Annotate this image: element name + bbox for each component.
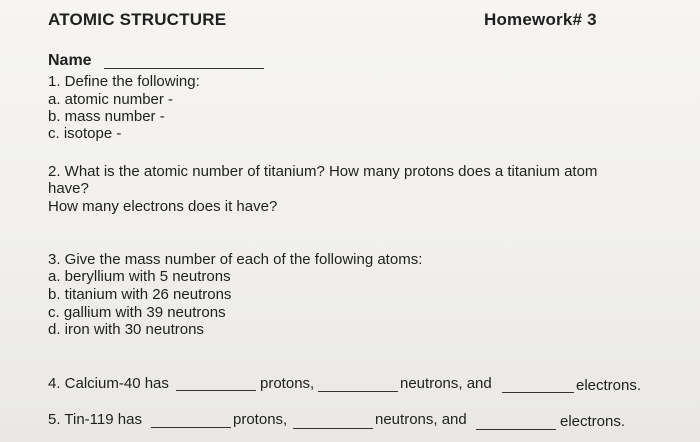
homework-number: Homework# 3 bbox=[484, 10, 597, 29]
q4-electrons-blank[interactable] bbox=[502, 392, 574, 393]
q3-item-d: d. iron with 30 neutrons bbox=[48, 321, 204, 338]
q5-electrons-label: electrons. bbox=[560, 413, 626, 430]
q5-neutrons-blank[interactable] bbox=[293, 428, 373, 429]
q5-start: 5. Tin-119 has bbox=[48, 411, 142, 428]
q5-protons-label: protons, bbox=[233, 411, 288, 428]
q4-electrons-label: electrons. bbox=[576, 377, 642, 394]
name-label: Name bbox=[48, 52, 92, 69]
q4-start: 4. Calcium-40 has bbox=[48, 375, 169, 392]
q3-prompt: 3. Give the mass number of each of the following atoms: bbox=[48, 251, 423, 268]
q4-neutrons-blank[interactable] bbox=[318, 391, 398, 392]
q1-item-c: c. isotope - bbox=[48, 125, 122, 142]
q5-neutrons-label: neutrons, and bbox=[375, 411, 467, 428]
q5-protons-blank[interactable] bbox=[151, 427, 231, 428]
worksheet-title: ATOMIC STRUCTURE bbox=[48, 10, 227, 29]
q3-item-b: b. titanium with 26 neutrons bbox=[48, 286, 232, 303]
q3-item-a: a. beryllium with 5 neutrons bbox=[48, 268, 231, 285]
q4-protons-label: protons, bbox=[260, 375, 315, 392]
q2-line-3: How many electrons does it have? bbox=[48, 198, 278, 215]
q1-prompt: 1. Define the following: bbox=[48, 73, 200, 90]
q3-item-c: c. gallium with 39 neutrons bbox=[48, 304, 226, 321]
q1-item-a: a. atomic number - bbox=[48, 91, 174, 108]
name-blank[interactable] bbox=[104, 68, 264, 69]
q4-protons-blank[interactable] bbox=[176, 390, 256, 391]
q1-item-b: b. mass number - bbox=[48, 108, 165, 125]
q4-neutrons-label: neutrons, and bbox=[400, 375, 492, 392]
q5-electrons-blank[interactable] bbox=[476, 429, 556, 430]
q2-line-1: 2. What is the atomic number of titanium? How many protons does a titanium atom bbox=[48, 163, 598, 180]
q2-line-2: have? bbox=[48, 180, 89, 197]
